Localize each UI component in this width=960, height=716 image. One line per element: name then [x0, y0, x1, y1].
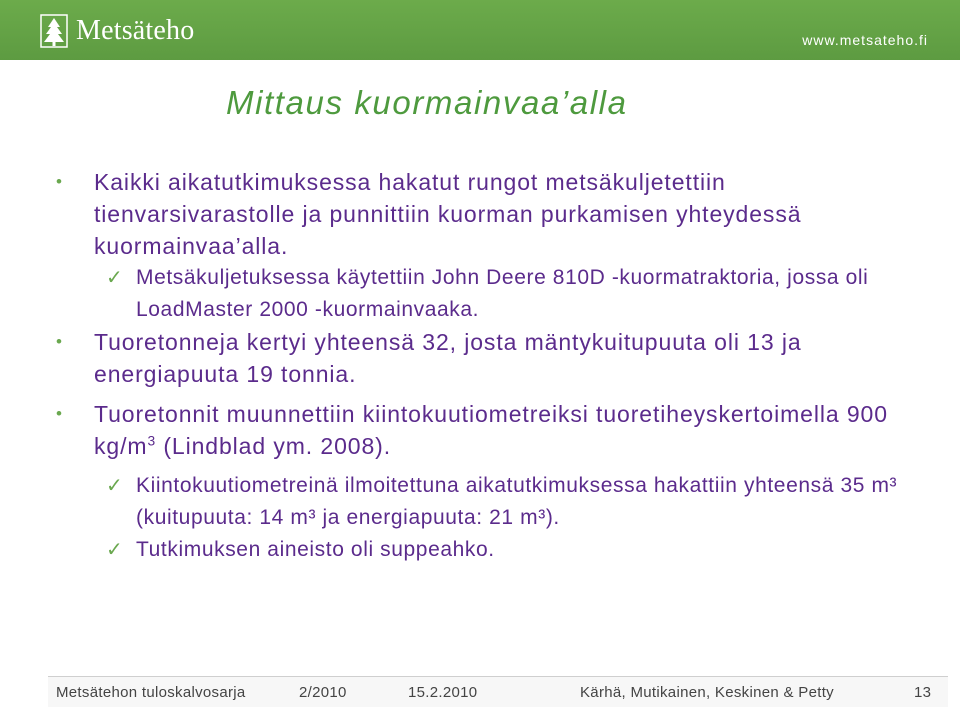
bullet-item [56, 166, 916, 262]
tree-logo-icon [40, 13, 70, 49]
footer-report-series: Metsätehon tuloskalvosarja [56, 684, 246, 701]
check-text: Metsäkuljetuksessa käytettiin John Deere 810D -kuormatraktoria, jossa oli LoadMaster 2000 -kuormainvaaka. [136, 266, 869, 321]
slide-title: Mittaus kuormainvaa’alla [226, 84, 628, 121]
bullet-text: Kaikki aikatutkimuksessa hakatut rungot metsäkuljetettiin tienvarsivarastolle ja punnittiin kuorman purkamisen yhteydessä kuormainvaa’alla. [94, 169, 802, 259]
check-item [56, 534, 916, 566]
check-text: Tutkimuksen aineisto oli suppeahko. [136, 538, 495, 561]
bullet-dot-icon: • [56, 172, 63, 191]
bullet-text-main: Tuoretonnit muunnettiin kiintokuutiometreiksi tuoretiheyskertoimella 900 kg/m [94, 401, 888, 459]
superscript: 3 [147, 433, 157, 449]
footer [48, 676, 948, 707]
check-text: Kiintokuutiometreinä ilmoitettuna aikatutkimuksessa hakattiin yhteensä 35 m³ (kuitupuuta: 14 m³ ja energiapuuta: 21 m³). [136, 474, 898, 529]
logo[interactable] [40, 11, 194, 51]
checkmark-icon: ✓ [106, 267, 124, 289]
footer-report-number: 2/2010 [299, 684, 347, 701]
check-item [56, 470, 916, 534]
footer-date: 15.2.2010 [408, 684, 478, 701]
bullet-item [56, 398, 916, 462]
footer-authors: Kärhä, Mutikainen, Keskinen & Petty [580, 684, 834, 701]
check-item [56, 262, 916, 326]
logo-text: Metsäteho [76, 15, 195, 46]
bullet-item [56, 326, 916, 390]
bullet-dot-icon: • [56, 332, 63, 351]
site-url-link[interactable]: www.metsateho.fi [802, 32, 928, 48]
slide-body [56, 166, 916, 566]
page-number: 13 [914, 684, 932, 701]
bullet-text [94, 398, 916, 462]
header-bar [0, 0, 960, 60]
bullet-text-citation: (Lindblad ym. 2008). [156, 433, 391, 459]
bullet-dot-icon: • [56, 404, 63, 423]
bullet-text: Tuoretonneja kertyi yhteensä 32, josta mäntykuitupuuta oli 13 ja energiapuuta 19 tonnia. [94, 329, 802, 387]
checkmark-icon: ✓ [106, 475, 124, 497]
checkmark-icon: ✓ [106, 539, 124, 561]
